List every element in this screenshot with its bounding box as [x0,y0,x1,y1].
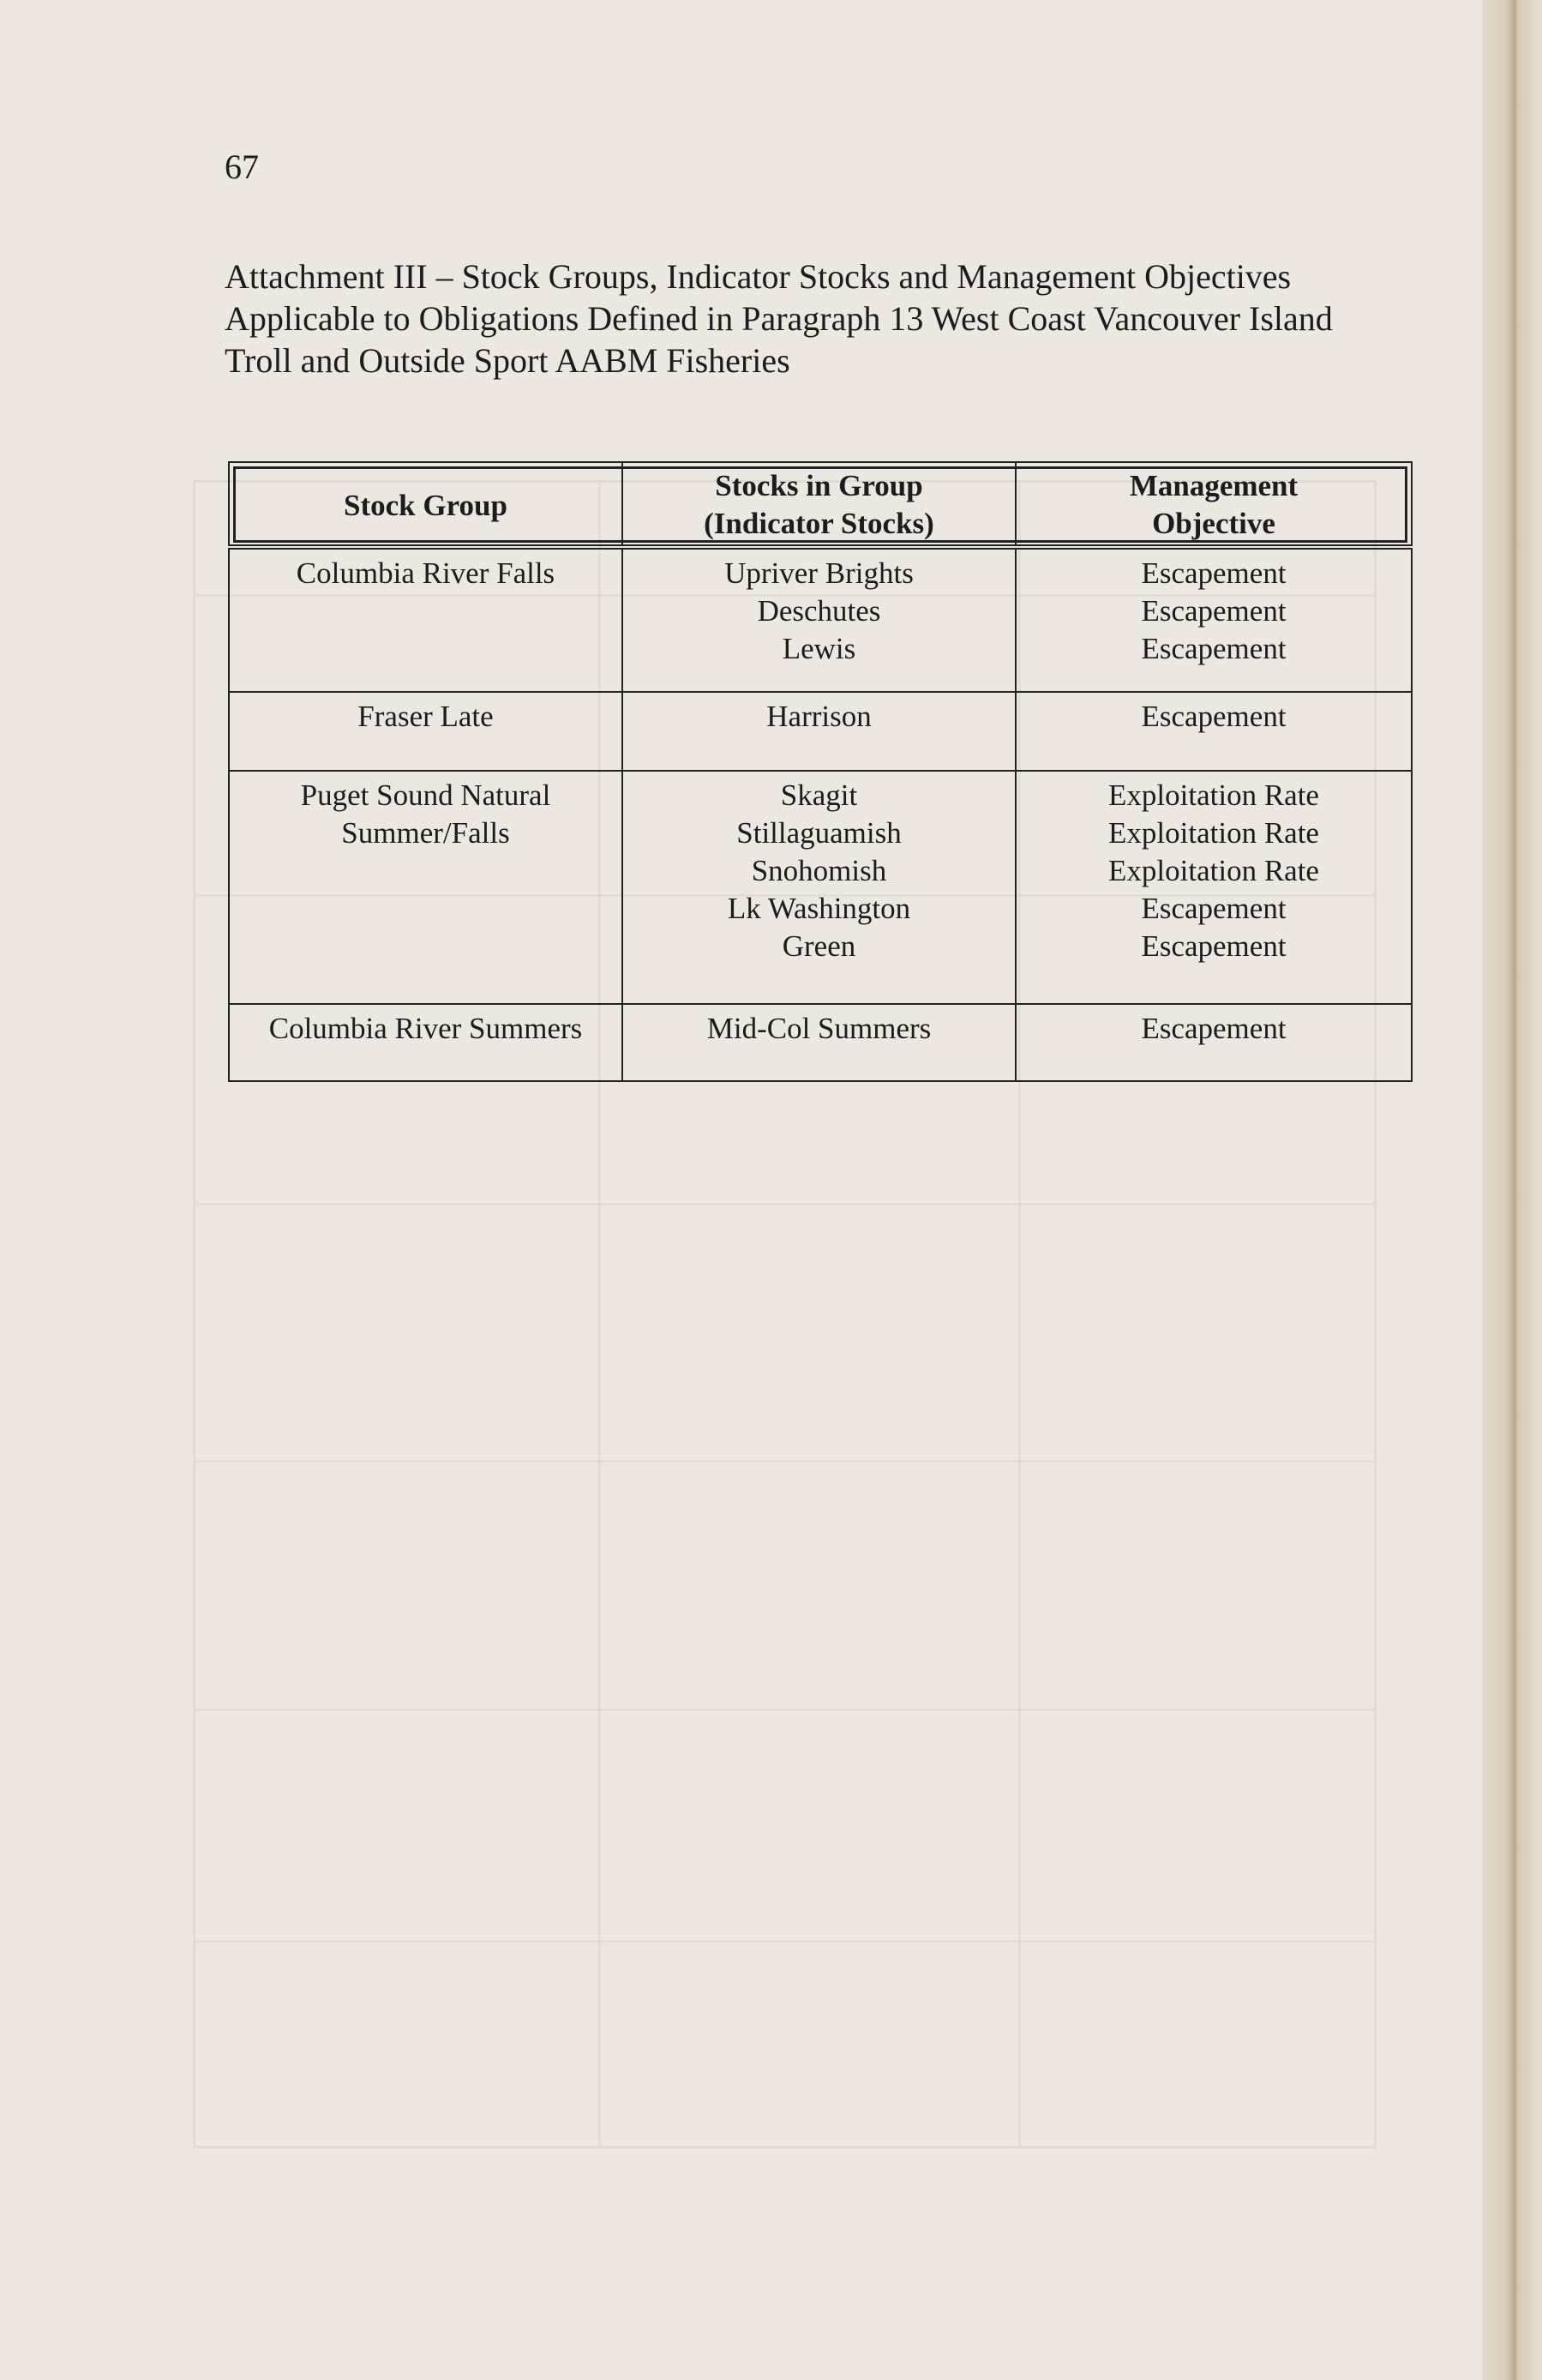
table-row [229,771,1412,1004]
stock-group-name: Columbia River Summers [268,1011,583,1045]
indicator-stocks-cell [622,771,1016,1004]
objective: Escapement [1141,594,1287,628]
header-label: Management [1129,469,1299,502]
indicator-stock: Harrison [766,699,872,733]
stock-group-name: Puget Sound Natural [300,778,551,812]
header-label: Stocks in Group [715,469,923,502]
stock-group-cell [229,692,622,771]
stock-group-cell [229,771,622,1004]
objective: Escapement [1141,929,1287,963]
management-objective-cell [1016,1004,1412,1081]
stock-group-name: Columbia River Falls [296,556,555,590]
page-title [225,255,1425,382]
header-label: (Indicator Stocks) [704,507,934,540]
indicator-stock: Deschutes [757,594,881,628]
title-line: Applicable to Obligations Defined in Paragraph 13 West Coast Vancouver Island [225,299,1333,338]
header-stock-group [229,462,622,547]
stock-groups-table-container [228,461,1411,1082]
indicator-stock: Lk Washington [727,891,911,925]
stock-groups-table [228,461,1413,1082]
header-label: Stock Group [344,489,507,522]
header-stocks-in-group [622,462,1016,547]
page-number: 67 [225,147,259,186]
stock-group-cell [229,547,622,692]
header-management-objective [1016,462,1412,547]
indicator-stock: Upriver Brights [724,556,914,590]
indicator-stocks-cell [622,1004,1016,1081]
objective: Escapement [1141,699,1287,733]
title-line: Troll and Outside Sport AABM Fisheries [225,341,790,380]
objective: Escapement [1141,556,1287,590]
indicator-stock: Lewis [782,632,856,665]
table-row [229,1004,1412,1081]
indicator-stocks-cell [622,692,1016,771]
table-header-row [229,462,1412,547]
objective: Escapement [1141,632,1287,665]
stock-group-name: Fraser Late [357,699,494,733]
header-label: Objective [1152,507,1275,540]
objective: Exploitation Rate [1108,815,1319,850]
objective: Exploitation Rate [1108,853,1319,887]
table-row [229,692,1412,771]
management-objective-cell [1016,771,1412,1004]
management-objective-cell [1016,692,1412,771]
indicator-stock: Mid-Col Summers [706,1011,932,1045]
stock-group-name: Summer/Falls [341,815,510,850]
indicator-stock: Skagit [780,778,858,812]
indicator-stock: Stillaguamish [736,815,902,850]
objective: Exploitation Rate [1108,778,1319,812]
objective: Escapement [1141,891,1287,925]
page-binding-edge [1482,0,1542,2380]
objective: Escapement [1141,1011,1287,1045]
indicator-stocks-cell [622,547,1016,692]
indicator-stock: Snohomish [751,853,887,887]
stock-group-cell [229,1004,622,1081]
management-objective-cell [1016,547,1412,692]
indicator-stock: Green [782,929,856,963]
table-row [229,547,1412,692]
title-line: Attachment III – Stock Groups, Indicator Stocks and Management Objectives [225,257,1292,296]
